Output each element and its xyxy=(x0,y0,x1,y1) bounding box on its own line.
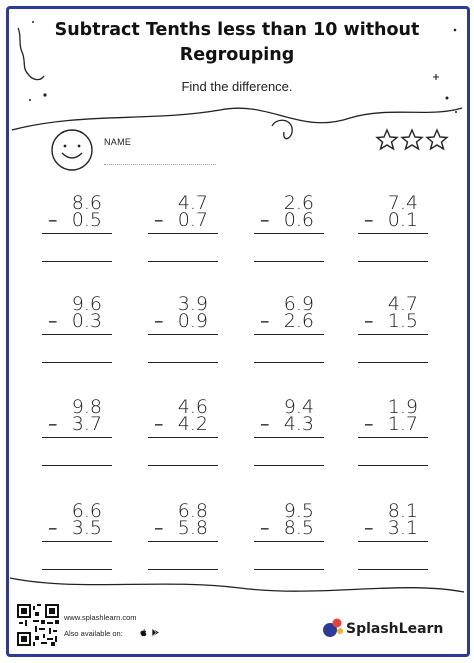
answer-line[interactable] xyxy=(254,569,324,570)
minuend: 9.4 xyxy=(283,396,314,418)
problem-item xyxy=(42,294,114,364)
brand-name: SplashLearn xyxy=(346,621,444,637)
subtrahend: 3.1 xyxy=(387,517,418,539)
minus-sign: – xyxy=(48,517,58,539)
minuend: 2.6 xyxy=(283,192,314,214)
subtrahend: 3.5 xyxy=(71,517,102,539)
operation-line xyxy=(42,233,112,234)
loop-decoration xyxy=(272,120,292,138)
minus-sign: – xyxy=(364,209,374,231)
minus-sign: – xyxy=(48,310,58,332)
answer-line[interactable] xyxy=(254,465,324,466)
answer-line[interactable] xyxy=(148,362,218,363)
operation-line xyxy=(42,437,112,438)
minus-sign: – xyxy=(154,310,164,332)
problem-item xyxy=(148,193,220,263)
apple-icon[interactable] xyxy=(139,628,148,637)
subtrahend: 3.7 xyxy=(71,413,102,435)
minuend: 6.6 xyxy=(71,500,102,522)
subtrahend: 2.6 xyxy=(283,310,314,332)
answer-line[interactable] xyxy=(358,362,428,363)
operation-line xyxy=(358,233,428,234)
answer-line[interactable] xyxy=(254,362,324,363)
answer-line[interactable] xyxy=(358,261,428,262)
minuend: 4.7 xyxy=(387,293,418,315)
operation-line xyxy=(42,334,112,335)
minus-sign: – xyxy=(260,413,270,435)
subtrahend: 5.8 xyxy=(177,517,208,539)
subtrahend: 8.5 xyxy=(283,517,314,539)
answer-line[interactable] xyxy=(358,465,428,466)
minuend: 6.9 xyxy=(283,293,314,315)
problem-item xyxy=(358,294,430,364)
website-url[interactable]: www.splashlearn.com xyxy=(64,613,137,622)
subtrahend: 0.5 xyxy=(71,209,102,231)
answer-line[interactable] xyxy=(254,261,324,262)
operation-line xyxy=(358,334,428,335)
minuend: 6.8 xyxy=(177,500,208,522)
bottom-wave xyxy=(10,578,464,592)
qr-code-icon xyxy=(17,604,59,646)
problem-item xyxy=(254,193,326,263)
minus-sign: – xyxy=(154,413,164,435)
title-line-2: Regrouping xyxy=(179,45,295,65)
problem-item xyxy=(358,193,430,263)
operation-line xyxy=(254,334,324,335)
operation-line xyxy=(358,437,428,438)
minus-sign: – xyxy=(260,209,270,231)
minus-sign: – xyxy=(154,209,164,231)
answer-line[interactable] xyxy=(42,362,112,363)
problem-item xyxy=(254,294,326,364)
minus-sign: – xyxy=(364,310,374,332)
minus-sign: – xyxy=(364,517,374,539)
operation-line xyxy=(148,541,218,542)
subtrahend: 0.1 xyxy=(387,209,418,231)
answer-line[interactable] xyxy=(42,569,112,570)
minus-sign: – xyxy=(154,517,164,539)
smiley-face-icon xyxy=(47,125,97,175)
operation-line xyxy=(42,541,112,542)
minus-sign: – xyxy=(48,413,58,435)
problem-item xyxy=(254,501,326,571)
problem-item xyxy=(358,397,430,467)
minuend: 1.9 xyxy=(387,396,418,418)
rating-stars-icon xyxy=(375,127,455,155)
problem-item xyxy=(148,501,220,571)
subtrahend: 4.2 xyxy=(177,413,208,435)
answer-line[interactable] xyxy=(148,261,218,262)
minus-sign: – xyxy=(260,517,270,539)
subtrahend: 4.3 xyxy=(283,413,314,435)
problem-item xyxy=(42,397,114,467)
minuend: 8.1 xyxy=(387,500,418,522)
page-title xyxy=(0,18,474,68)
minus-sign: – xyxy=(260,310,270,332)
subtrahend: 1.7 xyxy=(387,413,418,435)
subtrahend: 0.3 xyxy=(71,310,102,332)
problem-item xyxy=(254,397,326,467)
subtrahend: 0.6 xyxy=(283,209,314,231)
minuend: 3.9 xyxy=(177,293,208,315)
problem-item xyxy=(42,501,114,571)
minuend: 4.7 xyxy=(177,192,208,214)
minuend: 7.4 xyxy=(387,192,418,214)
answer-line[interactable] xyxy=(148,465,218,466)
operation-line xyxy=(148,437,218,438)
answer-line[interactable] xyxy=(358,569,428,570)
problem-item xyxy=(358,501,430,571)
operation-line xyxy=(254,233,324,234)
available-on-label: Also available on: xyxy=(64,629,123,638)
minuend: 9.5 xyxy=(283,500,314,522)
name-line xyxy=(104,164,216,165)
play-store-icon[interactable] xyxy=(151,628,160,637)
answer-line[interactable] xyxy=(42,465,112,466)
minuend: 9.6 xyxy=(71,293,102,315)
subtrahend: 0.7 xyxy=(177,209,208,231)
operation-line xyxy=(148,334,218,335)
minus-sign: – xyxy=(48,209,58,231)
subtrahend: 0.9 xyxy=(177,310,208,332)
subtrahend: 1.5 xyxy=(387,310,418,332)
minuend: 8.6 xyxy=(71,192,102,214)
answer-line[interactable] xyxy=(42,261,112,262)
minus-sign: – xyxy=(364,413,374,435)
minuend: 4.6 xyxy=(177,396,208,418)
problem-item xyxy=(148,294,220,364)
splashlearn-logo-icon xyxy=(322,616,344,638)
answer-line[interactable] xyxy=(148,569,218,570)
operation-line xyxy=(254,437,324,438)
operation-line xyxy=(148,233,218,234)
problem-item xyxy=(42,193,114,263)
title-line-1: Subtract Tenths less than 10 without xyxy=(54,20,420,40)
problem-item xyxy=(148,397,220,467)
instruction-text: Find the difference. xyxy=(181,79,293,94)
operation-line xyxy=(254,541,324,542)
name-label: NAME xyxy=(104,137,132,147)
operation-line xyxy=(358,541,428,542)
minuend: 9.8 xyxy=(71,396,102,418)
